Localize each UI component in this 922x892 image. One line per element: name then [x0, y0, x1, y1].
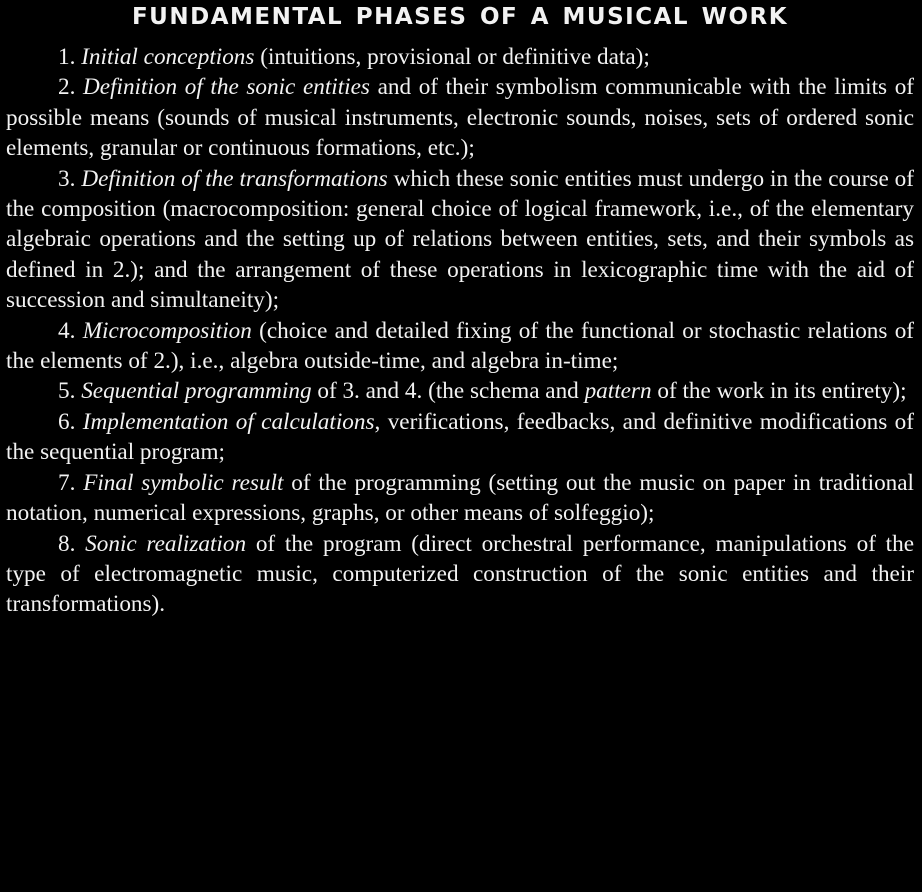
phase-item-5 — [6, 376, 914, 406]
phase-number: 7. — [58, 469, 76, 496]
phase-number: 2. — [58, 74, 76, 101]
page-title: FUNDAMENTAL PHASES OF A MUSICAL WORK — [131, 4, 789, 30]
phase-number: 1. — [58, 44, 76, 70]
phase-term-secondary: pattern — [584, 378, 652, 405]
phase-term: Microcomposition — [82, 317, 252, 344]
phase-description: of 3. and 4. (the schema and — [311, 378, 585, 405]
phase-item-4 — [6, 316, 914, 377]
phase-number: 4. — [58, 317, 76, 344]
phase-description: , verifications, feedbacks, and definitive modifications of the sequential program; — [6, 408, 914, 466]
phase-item-8 — [6, 529, 914, 620]
phase-description: which these sonic entities must undergo in the course of the composition (macrocomposition: general choice of logical framework, i.e., of the elementary algebraic operations and the setting up of relations between entities, sets, and their symbols as defined in 2.); and the arrangement of these operations in lexicographic time with the aid of succession and simultaneity); — [6, 165, 914, 314]
phase-description: (intuitions, provisional or definitive data); — [254, 44, 650, 70]
phase-term: Initial conceptions — [81, 44, 255, 70]
phase-number: 3. — [58, 165, 76, 192]
phase-term: Sonic realization — [85, 530, 247, 557]
phase-number: 8. — [58, 530, 76, 557]
phase-item-2 — [6, 72, 914, 163]
phase-term: Sequential programming — [81, 378, 312, 405]
phase-description: (choice and detailed fixing of the functional or stochastic relations of the elements of 2.), i.e., algebra outside-time, and algebra in-time; — [6, 317, 915, 375]
phase-description-end: of the work in its entirety); — [651, 378, 907, 405]
phase-item-6 — [6, 407, 914, 468]
phase-term: Definition of the transformations — [81, 165, 388, 192]
phase-list — [6, 42, 914, 620]
phase-description: of the programming (setting out the music on paper in traditional notation, numerical expressions, graphs, or other means of solfeggio); — [6, 469, 914, 527]
phase-number: 6. — [58, 408, 76, 435]
phase-item-7 — [6, 468, 914, 529]
phase-term: Implementation of calculations — [82, 408, 375, 435]
phase-term: Definition of the sonic entities — [83, 74, 370, 101]
phase-description: of the program (direct orchestral performance, manipulations of the type of electromagnetic music, computerized construction of the sonic entities and their transformations). — [6, 530, 914, 618]
phase-item-3 — [6, 164, 914, 316]
phase-term: Final symbolic result — [83, 469, 284, 496]
phase-item-1 — [6, 42, 914, 72]
phase-number: 5. — [58, 378, 76, 405]
phase-description: and of their symbolism communicable with the limits of possible means (sounds of musical instruments, electronic sounds, noises, sets of ordered sonic elements, granular or continuous formations, etc.); — [6, 74, 915, 162]
